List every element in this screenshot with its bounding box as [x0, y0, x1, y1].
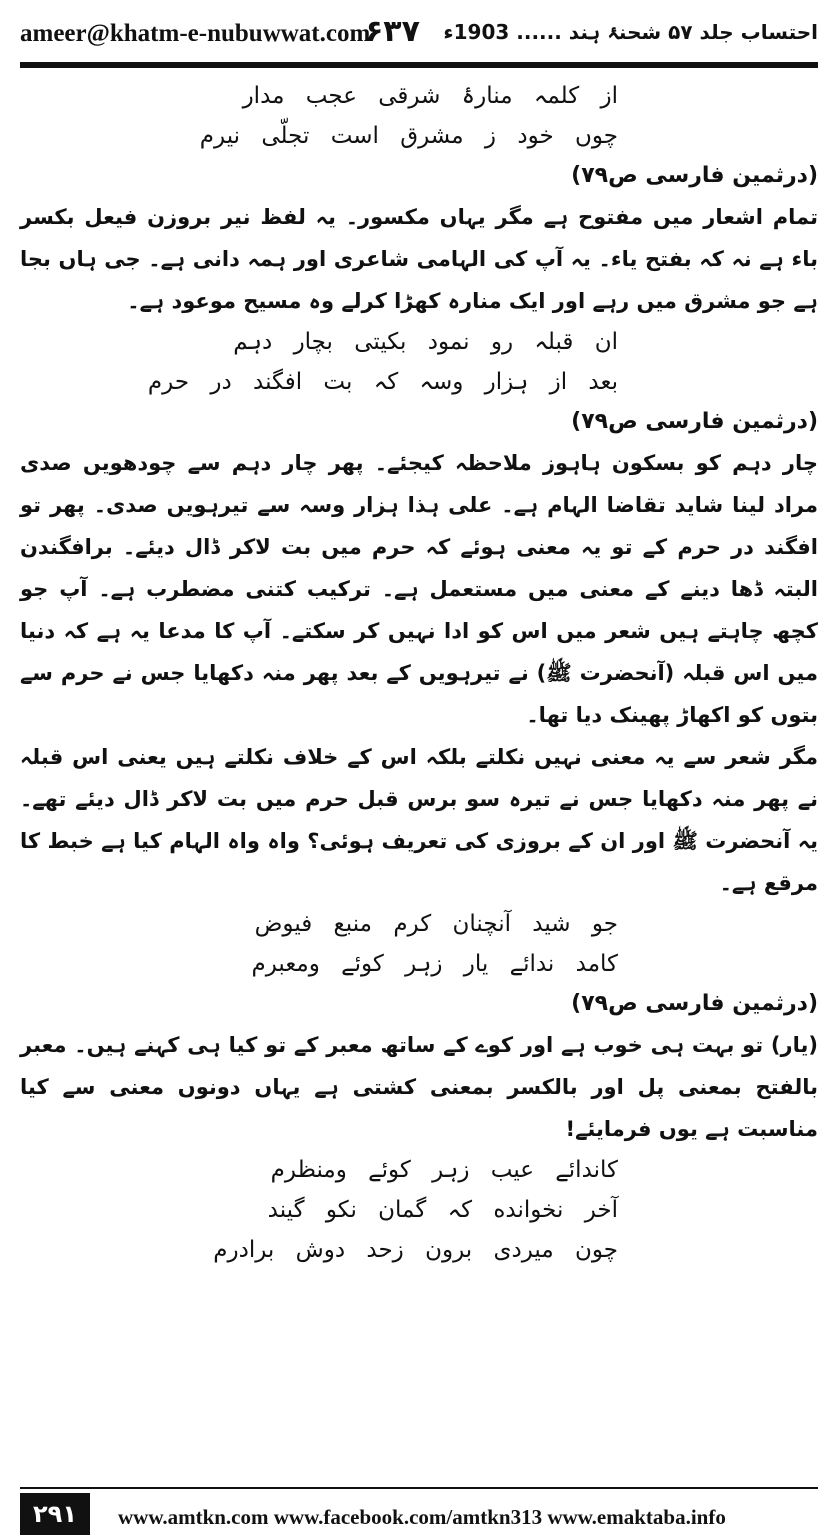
footer-page-number: ۲۹۱: [20, 1493, 90, 1535]
verse-line: چوں خود ز مشرق است تجلّی نیرم: [199, 123, 618, 149]
verse-line: کامد ندائے یار زہر کوئے ومعبرم: [251, 951, 618, 977]
paragraph: (یار) تو بہت ہی خوب ہے اور کوے کے ساتھ معبر کے تو کیا ہی کہنے ہیں۔ معبر بالفتح بمعنی پل اور بالکسر بمعنی کشتی ہے یہاں دونوں معنی سے کیا مناسبت ہے یوں فرمایئے!: [20, 1033, 818, 1141]
verse-line: ان قبلہ رو نمود بکیتی بچار دہم: [233, 329, 618, 355]
paragraph: تمام اشعار میں مفتوح ہے مگر یہاں مکسور۔ یہ لفظ نیر بروزن فیعل بکسر باء ہے نہ کہ بفتح یاء۔ یہ آپ کی الہامی شاعری اور ہمہ دانی ہے۔ جی ہاں بجا ہے جو مشرق میں رہے اور ایک منارہ کھڑا کرلے وہ مسیح موعود ہے۔: [20, 205, 818, 313]
header-rule: [20, 62, 818, 68]
verse-line: چون میردی برون زحد دوش برادرم: [213, 1237, 618, 1263]
header-page-number: ۶۳۷: [365, 14, 420, 49]
reference: (درثمین فارسی ص۷۹): [571, 991, 818, 1016]
verse-line: جو شید آنچنان کرم منبع فیوض: [254, 911, 618, 937]
paragraph: چار دہم کو بسکون ہاہوز ملاحظہ کیجئے۔ پھر چار دہم سے چودھویں صدی مراد لینا شاید تقاضا الہام ہے۔ علی ہذا ہزار وسہ سے تیرہویں صدی۔ پھر تو افگند در حرم کے تو یہ معنی ہوئے کہ حرم میں بت لاکر ڈال دیئے۔ برافگندن البتہ ڈھا دینے کے معنی میں مستعمل ہے۔ ترکیب کتنی مضطرب ہے۔ آپ جو کچھ چاہتے ہیں شعر میں اس کو ادا نہیں کر سکتے۔ آپ کا مدعا یہ ہے کہ دنیا میں اس قبلہ (آنحضرت ﷺ) نے تیرہویں کے بعد پھر منہ دکھایا جس نے حرم سے بتوں کو اکھاڑ پھینک دیا تھا۔: [20, 451, 818, 727]
header-email[interactable]: ameer@khatm-e-nubuwwat.com: [20, 20, 371, 47]
header-book-title: احتساب جلد ۵۷ شحنۂ ہند ...... 1903ء: [443, 20, 818, 44]
page-header: [20, 14, 818, 58]
footer-links[interactable]: www.amtkn.com www.facebook.com/amtkn313 www.emaktaba.info: [118, 1505, 726, 1529]
reference: (درثمین فارسی ص۷۹): [571, 409, 818, 434]
verse-line: کاندائے عیب زہر کوئے ومنظرم: [270, 1157, 618, 1183]
verse-line: از کلمہ منارۂ شرقی عجب مدار: [242, 83, 618, 109]
paragraph: مگر شعر سے یہ معنی نہیں نکلتے بلکہ اس کے خلاف نکلتے ہیں یعنی اس قبلہ نے پھر منہ دکھایا جس نے تیرہ سو برس قبل حرم میں بت لاکر ڈال دیئے تھے۔ یہ آنحضرت ﷺ اور ان کے بروزی کی تعریف ہوئی؟ واہ واہ الہام کیا ہے خبط کا مرقع ہے۔: [20, 745, 818, 895]
page-body: [20, 76, 818, 1270]
verse-line: آخر نخوانده کہ گمان نکو گیند: [267, 1197, 618, 1223]
footer-rule: [20, 1487, 818, 1489]
verse-line: بعد از ہزار وسہ کہ بت افگند در حرم: [147, 369, 618, 395]
reference: (درثمین فارسی ص۷۹): [571, 163, 818, 188]
